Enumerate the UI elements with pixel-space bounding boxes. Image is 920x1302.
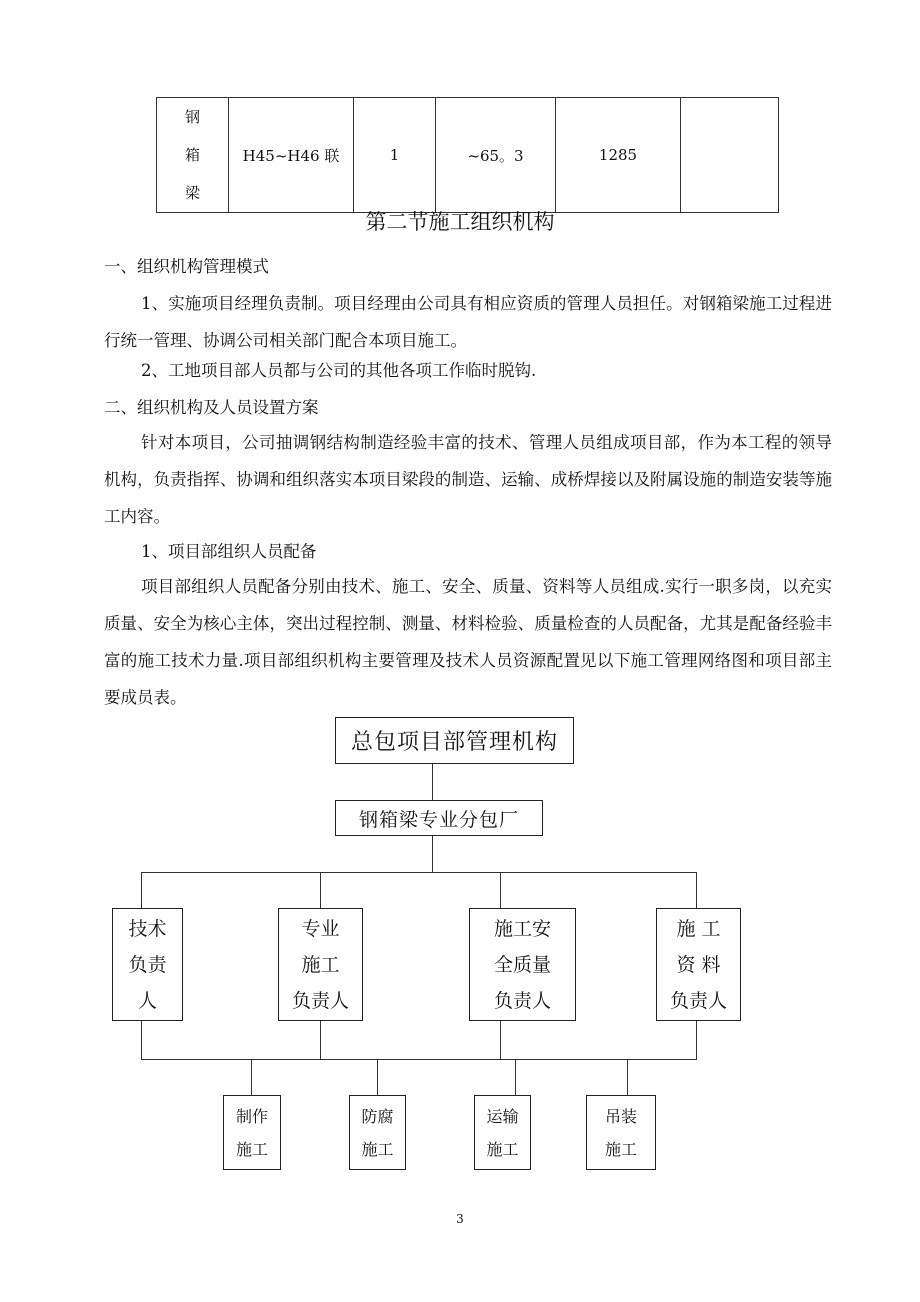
org-label: 施工安 全质量 负责人	[493, 917, 551, 1012]
org-label: 技术 负责 人	[128, 917, 167, 1012]
org-label: 施 工 资 料 负责人	[669, 917, 727, 1012]
org-label: 专业 施工 负责人	[291, 917, 349, 1012]
paragraph-staffing-detail: 项目部组织人员配备分别由技术、施工、安全、质量、资料等人员组成.实行一职多岗，以充实质量、安全为核心主体，突出过程控制、测量、材料检验、质量检查的人员配备，尤其是配备经验丰富的施工技术力量.项目部组织机构主要管理及技术人员资源配置见以下施工管理网络图和项目部主要成员表。	[104, 577, 832, 707]
org-label: 制作 施工	[235, 1106, 268, 1159]
org-box-transport	[474, 1095, 531, 1170]
connector-line	[432, 836, 433, 873]
page-number: 3	[456, 1212, 464, 1226]
connector-line	[320, 872, 321, 908]
org-box-anticorrosion	[349, 1095, 406, 1170]
org-box-fabrication	[223, 1095, 281, 1170]
org-label: 防腐 施工	[361, 1106, 394, 1159]
connector-line	[432, 764, 433, 800]
connector-line	[141, 872, 142, 908]
table-cell-char: 梁	[184, 184, 200, 202]
org-box-safety-quality-lead	[469, 908, 576, 1021]
org-label: 总包项目部管理机构	[350, 730, 558, 755]
table-cell-length: ~65。3	[436, 98, 556, 213]
connector-line	[696, 1021, 697, 1059]
org-box-documentation-lead	[656, 908, 741, 1021]
table-cell-remark	[681, 98, 779, 213]
table-cell-quantity: 1	[354, 98, 436, 213]
org-box-construction-lead	[278, 908, 363, 1021]
paragraph-project-department: 针对本项目，公司抽调钢结构制造经验丰富的技术、管理人员组成项目部，作为本工程的领导机构，负责指挥、协调和组织落实本项目梁段的制造、运输、成桥焊接以及附属设施的制造安装等施工内容。	[104, 433, 832, 526]
connector-line	[696, 872, 697, 908]
connector-line	[141, 1021, 142, 1059]
connector-line	[627, 1059, 628, 1095]
org-box-hoisting	[586, 1095, 656, 1170]
connector-line	[377, 1059, 378, 1095]
connector-line	[141, 872, 697, 873]
heading-personnel-plan: 二、组织机构及人员设置方案	[104, 398, 319, 417]
connector-line	[141, 1059, 697, 1060]
org-label: 吊装 施工	[604, 1106, 637, 1159]
table-cell-char: 箱	[184, 146, 200, 164]
connector-line	[515, 1059, 516, 1095]
table-cell-weight: 1285	[556, 98, 681, 213]
heading-management-mode: 一、组织机构管理模式	[104, 257, 269, 276]
connector-line	[251, 1059, 252, 1095]
paragraph-manager-responsibility: 1、实施项目经理负责制。项目经理由公司具有相应资质的管理人员担任。对钢箱梁施工过程进行统一管理、协调公司相关部门配合本项目施工。	[104, 294, 832, 350]
org-box-general-contractor	[335, 717, 574, 764]
paragraph-detach: 2、工地项目部人员都与公司的其他各项工作临时脱钩.	[141, 361, 537, 380]
connector-line	[500, 1021, 501, 1059]
connector-line	[500, 872, 501, 908]
org-label: 运输 施工	[486, 1106, 519, 1159]
table-cell-section: H45~H46 联	[229, 98, 354, 213]
table-cell-char: 钢	[184, 108, 200, 126]
heading-staffing: 1、项目部组织人员配备	[141, 542, 317, 561]
org-label: 钢箱梁专业分包厂	[358, 808, 519, 831]
table-cell-type	[157, 98, 229, 213]
material-table	[156, 97, 779, 213]
org-box-technical-lead	[112, 908, 183, 1021]
table-row	[157, 98, 779, 213]
section-title: 第二节施工组织机构	[365, 210, 555, 234]
connector-line	[320, 1021, 321, 1059]
org-box-steel-subcontractor	[335, 800, 543, 836]
